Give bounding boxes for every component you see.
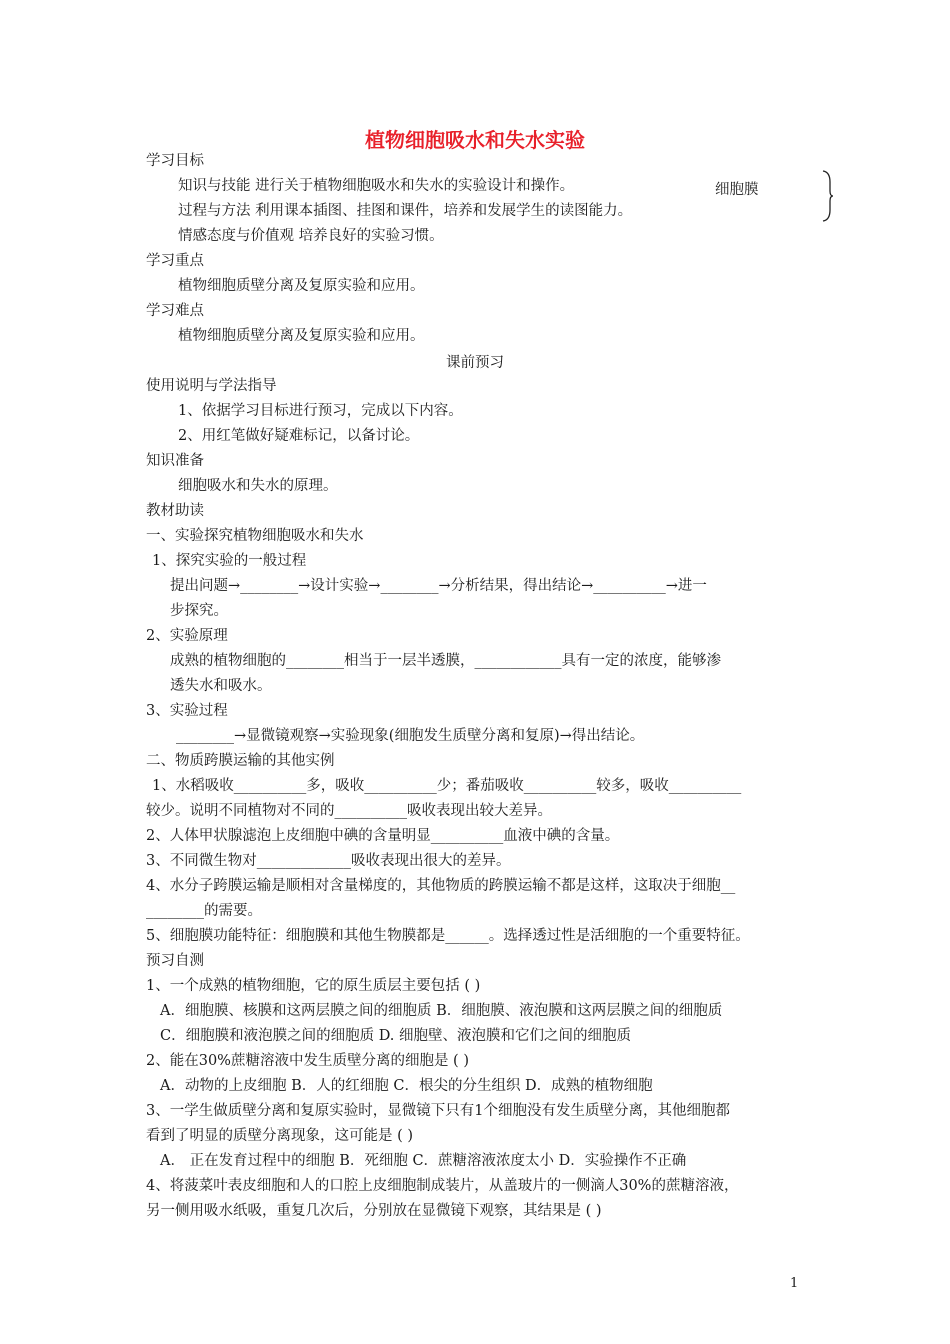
text-line: 5、细胞膜功能特征：细胞膜和其他生物膜都是______。选择透过性是活细胞的一个重要特征。 [146,928,750,944]
text-line: 1、一个成熟的植物细胞，它的原生质层主要包括 ( ) [146,978,481,994]
text-line: 使用说明与学法指导 [146,378,277,394]
text-line: 教材助读 [146,503,204,519]
text-line: 1、探究实验的一般过程 [152,553,307,569]
text-line: 学习重点 [146,253,204,269]
text-line: 3、一学生做质壁分离和复原实验时，显微镜下只有1个细胞没有发生质壁分离，其他细胞都 [146,1103,730,1119]
text-line: 学习难点 [146,303,204,319]
text-line: 一、实验探究植物细胞吸水和失水 [146,528,364,544]
text-line: 另一侧用吸水纸吸，重复几次后，分别放在显微镜下观察，其结果是 ( ) [146,1203,602,1219]
text-line: A．细胞膜、核膜和这两层膜之间的细胞质 B．细胞膜、液泡膜和这两层膜之间的细胞质 [160,1003,723,1019]
text-line: 2、能在30%蔗糖溶液中发生质壁分离的细胞是 ( ) [146,1053,469,1069]
text-line: 预习自测 [146,953,204,969]
text-line: 3、不同微生物对_____________吸收表现出很大的差异。 [146,853,511,869]
text-line: 情感态度与价值观 培养良好的实验习惯。 [178,228,444,244]
text-line: ________→显微镜观察→实验现象(细胞发生质壁分离和复原)→得出结论。 [176,728,645,744]
text-line: C．细胞膜和液泡膜之间的细胞质 D. 细胞壁、液泡膜和它们之间的细胞质 [160,1028,632,1044]
text-line: 4、水分子跨膜运输是顺相对含量梯度的，其他物质的跨膜运输不都是这样，这取决于细胞__ [146,878,736,894]
text-line: 1、水稻吸收__________多，吸收__________少；番茄吸收__________较多，吸收__________ [152,778,742,794]
text-line: 知识与技能 进行关于植物细胞吸水和失水的实验设计和操作。 [178,178,575,194]
text-line: 透失水和吸水。 [170,678,272,694]
text-line: 2、实验原理 [146,628,228,644]
text-line: 看到了明显的质壁分离现象，这可能是 ( ) [146,1128,414,1144]
text-line: A．动物的上皮细胞 B．人的红细胞 C．根尖的分生组织 D．成熟的植物细胞 [160,1078,653,1094]
text-line: ________的需要。 [146,903,262,919]
text-line: 2、用红笔做好疑难标记，以备讨论。 [178,428,420,444]
right-brace-icon [822,170,834,222]
section-heading-preview: 课前预习 [446,355,504,371]
text-line: 植物细胞质壁分离及复原实验和应用。 [178,328,425,344]
text-line: 2、人体甲状腺滤泡上皮细胞中碘的含量明显__________血液中碘的含量。 [146,828,620,844]
text-line: 提出问题→________→设计实验→________→分析结果，得出结论→__________→进一 [170,578,707,594]
text-line: 成熟的植物细胞的________相当于一层半透膜，____________具有一定的浓度，能够渗 [170,653,721,669]
text-line: 3、实验过程 [146,703,228,719]
text-line: 二、物质跨膜运输的其他实例 [146,753,335,769]
text-line: 植物细胞质壁分离及复原实验和应用。 [178,278,425,294]
text-line: 过程与方法 利用课本插图、挂图和课件，培养和发展学生的读图能力。 [178,203,633,219]
text-line: 步探究。 [170,603,228,619]
side-note-label: 细胞膜 [715,182,759,198]
text-line: 4、将菠菜叶表皮细胞和人的口腔上皮细胞制成装片，从盖玻片的一侧滴人30%的蔗糖溶液， [146,1178,739,1194]
text-line: 细胞吸水和失水的原理。 [178,478,338,494]
text-line: A． 正在发育过程中的细胞 B．死细胞 C．蔗糖溶液浓度太小 D．实验操作不正确 [160,1153,687,1169]
text-line: 知识准备 [146,453,204,469]
text-line: 学习目标 [146,153,204,169]
text-line: 1、依据学习目标进行预习，完成以下内容。 [178,403,463,419]
page-title: 植物细胞吸水和失水实验 [365,128,585,152]
text-line: 较少。说明不同植物对不同的__________吸收表现出较大差异。 [146,803,552,819]
page-number: 1 [790,1276,799,1291]
